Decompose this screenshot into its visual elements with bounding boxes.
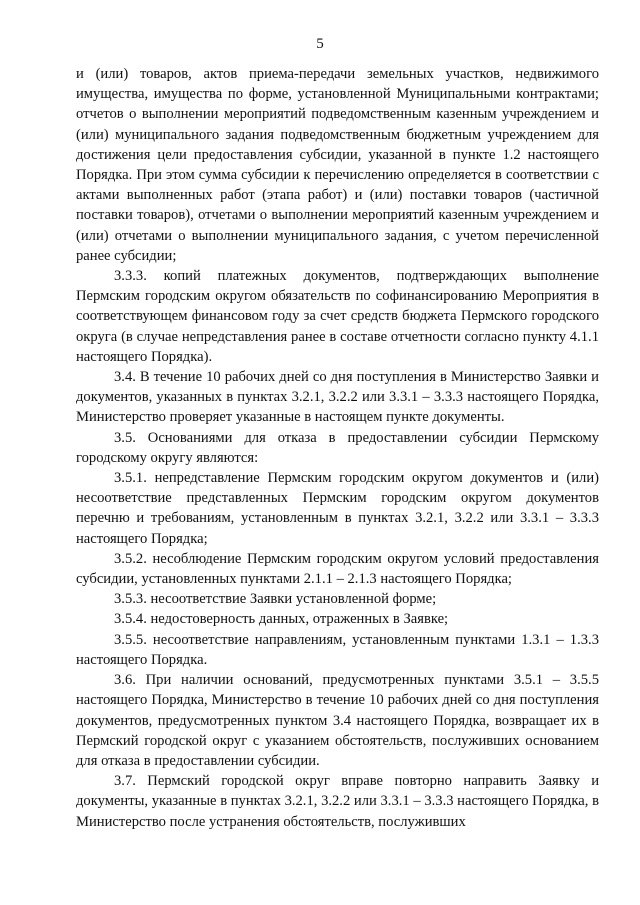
document-body	[76, 64, 599, 832]
paragraph-3-5-3: 3.5.3. несоответствие Заявки установленной форме;	[114, 591, 437, 608]
paragraph-3-7: 3.7. Пермский городской округ вправе повторно направить Заявку и документы, указанные в пунктах 3.2.1, 3.2.2 или 3.3.1 – 3.3.3 настоящего Порядка, в Министерство после устранения обстоятельств, послуживших	[76, 773, 599, 830]
paragraph-3-6: 3.6. При наличии оснований, предусмотренных пунктами 3.5.1 – 3.5.5 настоящего Порядка, Министерство в течение 10 рабочих дней со дня поступления документов, предусмотренных пунктом 3.4 настоящего Порядка, возвращает их в Пермский городской округ с указанием обстоятельств, послуживших основанием для отказа в предоставлении субсидии.	[76, 672, 599, 769]
paragraph-3-5-4: 3.5.4. недостоверность данных, отраженных в Заявке;	[114, 611, 449, 628]
paragraph-3-4: 3.4. В течение 10 рабочих дней со дня поступления в Министерство Заявки и документов, указанных в пунктах 3.2.1, 3.2.2 или 3.3.1 – 3.3.3 настоящего Порядка, Министерство проверяет указанные в настоящем пункте документы.	[76, 369, 599, 426]
page-number: 5	[316, 36, 324, 52]
paragraph-3-5-5: 3.5.5. несоответствие направлениям, установленным пунктами 1.3.1 – 1.3.3 настоящего Порядка.	[76, 631, 599, 668]
paragraph-3-5-1: 3.5.1. непредставление Пермским городским округом документов и (или) несоответствие представленных Пермским городским округом документов перечню и требованиям, установленным в пунктах 3.2.1, 3.2.2 или 3.3.1 – 3.3.3 настоящего Порядка;	[76, 470, 599, 547]
paragraph-continuation: и (или) товаров, актов приема-передачи земельных участков, недвижимого имущества, имущества по форме, установленной Муниципальными контрактами; отчетов о выполнении мероприятий подведомственным казенным учреждением и (или) муниципального задания подведомственным бюджетным учреждением для достижения цели предоставления субсидии, указанной в пункте 1.2 настоящего Порядка. При этом сумма субсидии к перечислению определяется в соответствии с актами выполненных работ (этапа работ) и (или) поставки товаров (частичной поставки товаров), отчетами о выполнении мероприятий казенным учреждением и (или) отчетами о выполнении муниципального задания, с учетом перечисленной ранее субсидии;	[76, 66, 599, 264]
paragraph-3-5-2: 3.5.2. несоблюдение Пермским городским округом условий предоставления субсидии, установленных пунктами 2.1.1 – 2.1.3 настоящего Порядка;	[76, 550, 599, 588]
paragraph-3-3-3: 3.3.3. копий платежных документов, подтверждающих выполнение Пермским городским округом обязательств по софинансированию Мероприятия в соответствующем финансовом году за счет средств бюджета Пермского городского округа (в случае непредставления ранее в составе отчетности согласно пункту 4.1.1 настоящего Порядка).	[76, 268, 599, 365]
paragraph-3-5: 3.5. Основаниями для отказа в предоставлении субсидии Пермскому городскому округу являются:	[76, 429, 599, 466]
